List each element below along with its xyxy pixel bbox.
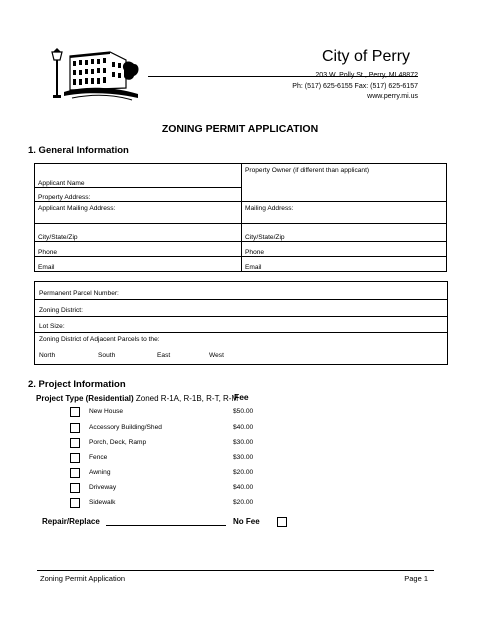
applicant-name-field[interactable]: Applicant Name [35,164,242,188]
lot-size-label: Lot Size: [39,323,65,330]
section-project-title: 2. Project Information [28,379,126,390]
awning-checkbox[interactable] [70,468,80,478]
new-house-fee: $50.00 [233,408,254,415]
driveway-checkbox[interactable] [70,483,80,493]
accessory-building-checkbox[interactable] [70,423,80,433]
porch-deck-ramp-fee: $30.00 [233,439,254,446]
awning-fee: $20.00 [233,469,254,476]
footer-title: Zoning Permit Application [40,574,126,583]
repair-replace-checkbox[interactable] [277,517,287,527]
city-phone-fax: Ph: (517) 625-6155 Fax: (517) 625-6157 [292,83,418,90]
city-state-zip-left[interactable]: City/State/Zip [35,224,242,242]
direction-east: East [157,352,171,359]
city-name: City of Perry [322,48,411,65]
repair-replace-line[interactable] [106,525,226,526]
awning-label: Awning [89,469,111,476]
applicant-mailing-field[interactable]: Applicant Mailing Address: [35,202,242,224]
property-owner-field[interactable]: Property Owner (if different than applicant) [242,164,447,202]
city-hall-logo [42,42,142,102]
general-info-table [34,163,447,272]
project-type-bold: Project Type (Residential) [36,394,134,403]
phone-right[interactable]: Phone [242,242,447,257]
driveway-fee: $40.00 [233,484,254,491]
fee-header: Fee [234,392,249,402]
driveway-label: Driveway [89,484,117,491]
zoning-district-field[interactable] [35,299,447,317]
parcel-info-box [34,281,448,365]
sidewalk-fee: $20.00 [233,499,254,506]
fence-label: Fence [89,454,108,461]
direction-west: West [209,352,224,359]
property-address-field[interactable]: Property Address: [35,188,242,202]
document-title: ZONING PERMIT APPLICATION [161,123,319,135]
parcel-number-field[interactable] [35,282,447,300]
city-state-zip-right[interactable]: City/State/Zip [242,224,447,242]
section-general-title: 1. General Information [28,145,129,156]
phone-left[interactable]: Phone [35,242,242,257]
footer-rule [37,570,434,571]
project-type-label [36,394,238,403]
direction-labels [39,352,299,361]
fence-fee: $30.00 [233,454,254,461]
direction-south: South [98,352,116,359]
city-address: 203 W. Polly St., Perry, MI 48872 [315,72,418,79]
fence-checkbox[interactable] [70,453,80,463]
zoning-district-label: Zoning District: [39,307,83,314]
adjacent-parcels-label: Zoning District of Adjacent Parcels to the: [39,336,160,343]
new-house-label: New House [89,408,124,415]
repair-replace-label: Repair/Replace [42,517,100,526]
project-type-zones: Zoned R-1A, R-1B, R-T, R-M [133,394,239,403]
porch-deck-ramp-label: Porch, Deck, Ramp [89,439,147,446]
new-house-checkbox[interactable] [70,407,80,417]
accessory-building-fee: $40.00 [233,424,254,431]
lot-size-field[interactable] [35,316,447,333]
no-fee-label: No Fee [233,517,260,526]
parcel-number-label: Permanent Parcel Number: [39,290,119,297]
city-website: www.perry.mi.us [367,93,418,100]
email-right[interactable]: Email [242,257,447,272]
porch-deck-ramp-checkbox[interactable] [70,438,80,448]
email-left[interactable]: Email [35,257,242,272]
accessory-building-label: Accessory Building/Shed [89,424,162,431]
sidewalk-label: Sidewalk [89,499,116,506]
direction-north: North [39,352,56,359]
sidewalk-checkbox[interactable] [70,498,80,508]
mailing-address-field[interactable]: Mailing Address: [242,202,447,224]
page-number: Page 1 [404,574,428,583]
